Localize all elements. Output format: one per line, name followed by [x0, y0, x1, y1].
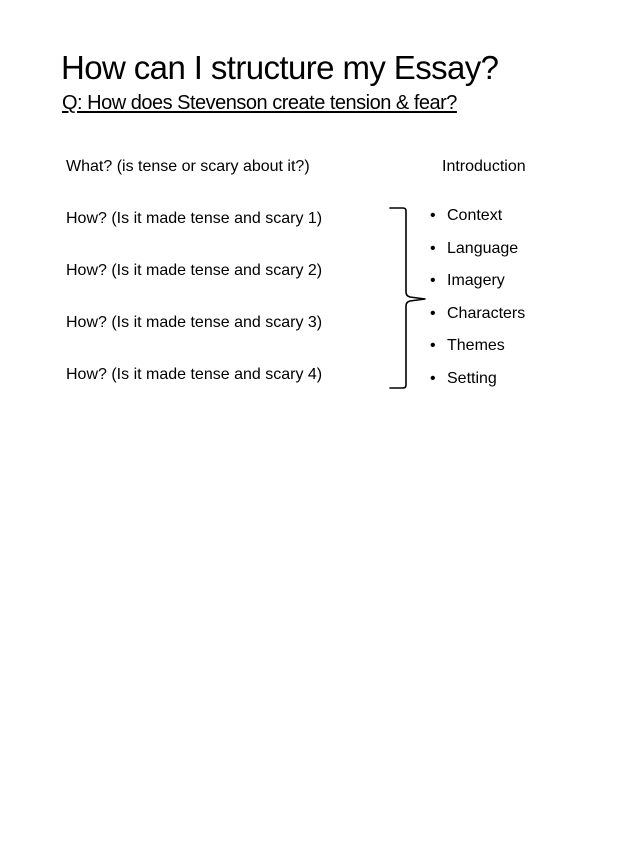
bullet-dot: • — [430, 272, 436, 290]
bullet-item-imagery — [430, 270, 525, 303]
bullet-item-language — [430, 238, 525, 271]
bullet-text: Imagery — [447, 272, 505, 290]
structure-row-how-2: How? (Is it made tense and scary 2) — [66, 262, 323, 279]
bullet-dot: • — [430, 207, 436, 224]
bullet-item-characters — [430, 303, 525, 336]
bullet-dot: • — [430, 239, 436, 257]
bullet-dot: • — [430, 337, 436, 355]
bullet-dot: • — [430, 304, 436, 322]
bullet-item-themes — [430, 335, 525, 368]
structure-row-how-1: How? (Is it made tense and scary 1) — [66, 210, 323, 227]
bullet-text: Context — [447, 207, 503, 224]
slide-subtitle: Q: How does Stevenson create tension & fear? — [62, 92, 457, 114]
structure-row-what: What? (is tense or scary about it?) — [66, 158, 310, 175]
bullet-dot: • — [430, 369, 436, 387]
bullet-text: Setting — [447, 369, 497, 387]
bullet-text: Language — [447, 239, 519, 257]
bullet-item-setting — [430, 368, 525, 401]
curly-brace-icon — [388, 206, 428, 390]
bullet-text: Characters — [447, 304, 526, 322]
introduction-bullet-list — [430, 205, 525, 401]
introduction-heading: Introduction — [442, 158, 526, 175]
slide-title: How can I structure my Essay? — [61, 49, 499, 86]
bullet-item-context — [430, 205, 525, 238]
structure-row-how-3: How? (Is it made tense and scary 3) — [66, 314, 323, 331]
bullet-text: Themes — [447, 337, 505, 355]
structure-row-how-4: How? (Is it made tense and scary 4) — [66, 366, 323, 383]
